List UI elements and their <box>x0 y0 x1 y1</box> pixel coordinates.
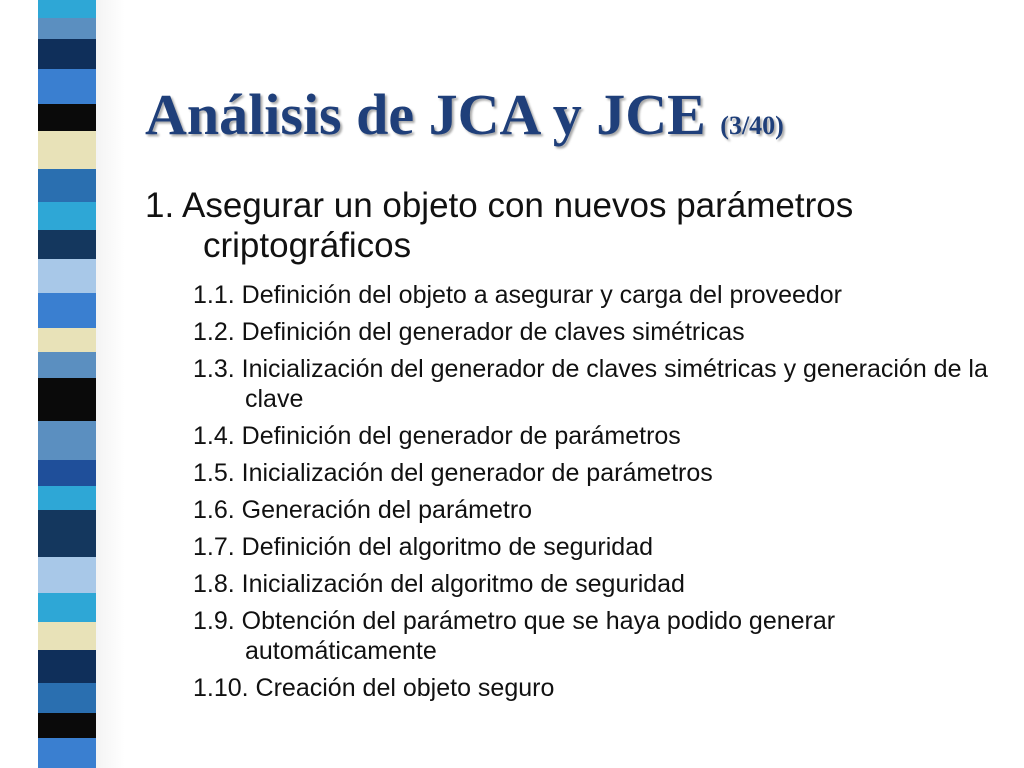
stripe-block <box>38 259 96 293</box>
sub-item-1-3: 1.3. Inicialización del generador de claves simétricas y generación de la clave <box>193 355 988 413</box>
stripe-block <box>38 131 96 168</box>
sub-item-list <box>145 280 1005 703</box>
stripe-block <box>38 18 96 40</box>
main-bullet-item: 1. Asegurar un objeto con nuevos parámetros criptográficos <box>145 186 854 265</box>
slide-content <box>145 186 1005 710</box>
stripe-block <box>38 593 96 623</box>
stripe-block <box>38 460 96 486</box>
sub-item-1-9: 1.9. Obtención del parámetro que se haya podido generar automáticamente <box>193 607 836 665</box>
sub-item-1-10: 1.10. Creación del objeto seguro <box>193 674 555 702</box>
stripe-block <box>38 230 96 260</box>
stripe-block <box>38 104 96 132</box>
sub-item-1-2: 1.2. Definición del generador de claves simétricas <box>193 318 745 346</box>
stripe-block <box>38 39 96 69</box>
stripe-block <box>38 352 96 378</box>
slide-title <box>145 82 784 147</box>
stripe-block <box>38 650 96 684</box>
sub-item-1-7: 1.7. Definición del algoritmo de seguridad <box>193 533 653 561</box>
stripe-block <box>38 557 96 592</box>
stripe-block <box>38 0 96 18</box>
slide-page-counter: (3/40) <box>720 111 784 140</box>
sub-item-1-5: 1.5. Inicialización del generador de parámetros <box>193 459 713 487</box>
stripe-block <box>38 713 96 739</box>
sub-item-1-8: 1.8. Inicialización del algoritmo de seguridad <box>193 570 685 598</box>
stripe-block <box>38 683 96 713</box>
stripe-block <box>38 328 96 352</box>
stripe-block <box>38 202 96 230</box>
stripe-block <box>38 738 96 768</box>
stripe-block <box>38 486 96 510</box>
sub-item-1-4: 1.4. Definición del generador de parámetros <box>193 422 681 450</box>
stripe-block <box>38 378 96 421</box>
sub-item-1-1: 1.1. Definición del objeto a asegurar y carga del proveedor <box>193 281 843 309</box>
slide-title-text: Análisis de JCA y JCE <box>145 82 706 147</box>
sub-item-1-6: 1.6. Generación del parámetro <box>193 496 533 524</box>
stripe-block <box>38 293 96 328</box>
stripe-block <box>38 622 96 650</box>
stripe-block <box>38 510 96 557</box>
stripe-block <box>38 169 96 203</box>
stripe-block <box>38 421 96 460</box>
decorative-stripe <box>38 0 96 768</box>
stripe-block <box>38 69 96 104</box>
